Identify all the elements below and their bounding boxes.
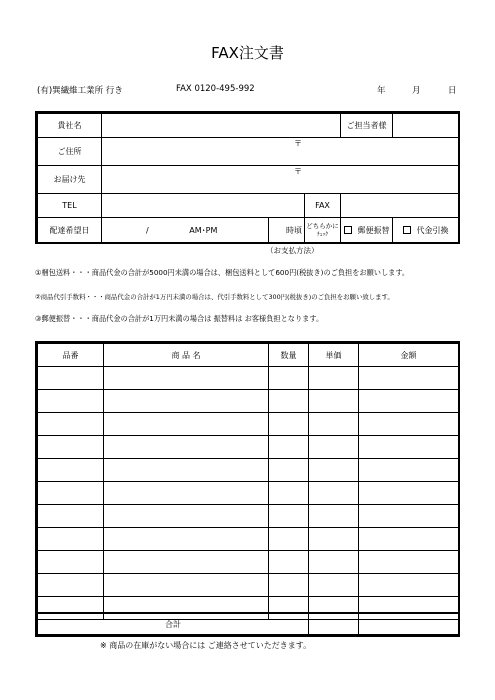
table-row (38, 574, 459, 597)
contact-person-label: ご担当者様 (341, 114, 393, 138)
address-label: ご住所 (38, 138, 102, 166)
quantity-cell[interactable] (269, 528, 309, 551)
quantity-cell[interactable] (269, 505, 309, 528)
note-packing-fee: ①梱包送料・・・商品代金の合計が5000円未満の場合は、梱包送料として600円(税抜き)のご負担をお願いします。 (35, 268, 410, 277)
item-code-cell[interactable] (38, 390, 104, 413)
table-row (38, 505, 459, 528)
table-row (38, 413, 459, 436)
am-pm-label: AM･PM (189, 225, 218, 235)
fax-label: FAX (305, 194, 341, 218)
quantity-cell[interactable] (269, 436, 309, 459)
amount-cell[interactable] (359, 413, 459, 436)
cash-on-delivery-label: 代金引換 (416, 225, 449, 235)
product-name-cell[interactable] (104, 367, 269, 390)
cash-on-delivery-option[interactable] (393, 218, 459, 243)
quantity-cell[interactable] (269, 413, 309, 436)
table-row (38, 459, 459, 482)
total-spacer-cell (309, 613, 359, 635)
table-row (38, 436, 459, 459)
payment-method-label: （お支払方法） (266, 246, 319, 255)
delivery-postal-mark: 〒 (294, 167, 302, 176)
delivery-address-label: お届け先 (38, 166, 102, 194)
item-code-cell[interactable] (38, 413, 104, 436)
column-header-product-name: 商 品 名 (104, 344, 269, 367)
delivery-date-field[interactable] (102, 218, 269, 243)
unit-price-cell[interactable] (309, 482, 359, 505)
date-slash: / (146, 225, 149, 235)
amount-cell[interactable] (359, 436, 459, 459)
unit-price-cell[interactable] (309, 459, 359, 482)
unit-price-cell[interactable] (309, 574, 359, 597)
postal-transfer-option[interactable] (341, 218, 393, 243)
company-name-label: 貴社名 (38, 114, 102, 138)
year-label: 年 (377, 86, 386, 96)
product-name-cell[interactable] (104, 413, 269, 436)
unit-price-cell[interactable] (309, 505, 359, 528)
amount-cell[interactable] (359, 528, 459, 551)
unit-price-cell[interactable] (309, 367, 359, 390)
note-postal-transfer: ③郵便振替・・・商品代金の合計が1万円未満の場合は 振替料は お客様負担となります。 (35, 314, 324, 323)
column-header-amount: 金額 (359, 344, 459, 367)
unit-price-cell[interactable] (309, 551, 359, 574)
amount-cell[interactable] (359, 551, 459, 574)
choose-label: どちらかに (306, 221, 339, 230)
postal-mark: 〒 (294, 139, 302, 148)
delivery-date-label: 配達希望日 (38, 218, 102, 243)
amount-cell[interactable] (359, 482, 459, 505)
product-name-cell[interactable] (104, 505, 269, 528)
item-code-cell[interactable] (38, 528, 104, 551)
time-label: 時頃 (269, 218, 305, 243)
customer-form (35, 111, 460, 244)
page-title: FAX注文書 (211, 44, 284, 62)
product-name-cell[interactable] (104, 528, 269, 551)
amount-cell[interactable] (359, 367, 459, 390)
product-name-cell[interactable] (104, 482, 269, 505)
recipient-label: (有)巽繊維工業所 行き (37, 86, 123, 96)
quantity-cell[interactable] (269, 390, 309, 413)
total-label: 合計 (38, 613, 309, 635)
item-code-cell[interactable] (38, 482, 104, 505)
quantity-cell[interactable] (269, 459, 309, 482)
delivery-address-field[interactable] (102, 166, 459, 194)
product-name-cell[interactable] (104, 459, 269, 482)
tel-field[interactable] (102, 194, 305, 218)
product-name-cell[interactable] (104, 436, 269, 459)
company-name-field[interactable] (102, 114, 341, 138)
order-table (35, 341, 460, 637)
product-name-cell[interactable] (104, 551, 269, 574)
column-header-unit-price: 単価 (309, 344, 359, 367)
table-row (38, 482, 459, 505)
tel-label: TEL (38, 194, 102, 218)
item-code-cell[interactable] (38, 574, 104, 597)
table-row (38, 390, 459, 413)
day-label: 日 (448, 86, 457, 96)
product-name-cell[interactable] (104, 390, 269, 413)
item-code-cell[interactable] (38, 436, 104, 459)
column-header-item-code: 品番 (38, 344, 104, 367)
item-code-cell[interactable] (38, 459, 104, 482)
note-cod-fee: ②商品代引手数料・・・商品代金の合計が1万円未満の場合は、代引手数料として300円(税抜き)のご負担をお願い致します。 (35, 293, 394, 301)
amount-cell[interactable] (359, 390, 459, 413)
unit-price-cell[interactable] (309, 436, 359, 459)
amount-cell[interactable] (359, 459, 459, 482)
unit-price-cell[interactable] (309, 390, 359, 413)
item-code-cell[interactable] (38, 367, 104, 390)
stock-note: ※ 商品の在庫がない場合には ご連絡させていただきます。 (100, 641, 312, 650)
quantity-cell[interactable] (269, 551, 309, 574)
contact-person-field[interactable] (393, 114, 459, 138)
address-field[interactable] (102, 138, 459, 166)
product-name-cell[interactable] (104, 574, 269, 597)
fax-field[interactable] (341, 194, 459, 218)
quantity-cell[interactable] (269, 574, 309, 597)
quantity-cell[interactable] (269, 367, 309, 390)
payment-check-label (305, 218, 341, 243)
cash-on-delivery-checkbox[interactable] (403, 226, 411, 234)
table-row (38, 551, 459, 574)
column-header-quantity: 数量 (269, 344, 309, 367)
quantity-cell[interactable] (269, 482, 309, 505)
fax-number: FAX 0120-495-992 (176, 84, 255, 94)
table-row (38, 367, 459, 390)
unit-price-cell[interactable] (309, 413, 359, 436)
total-amount-field[interactable] (359, 613, 459, 635)
item-code-cell[interactable] (38, 551, 104, 574)
month-label: 月 (412, 86, 421, 96)
amount-cell[interactable] (359, 505, 459, 528)
postal-transfer-label: 郵便振替 (357, 225, 390, 235)
unit-price-cell[interactable] (309, 528, 359, 551)
item-code-cell[interactable] (38, 505, 104, 528)
amount-cell[interactable] (359, 574, 459, 597)
table-row (38, 528, 459, 551)
postal-transfer-checkbox[interactable] (344, 226, 352, 234)
check-label: ﾁｪｯｸ (317, 231, 329, 238)
